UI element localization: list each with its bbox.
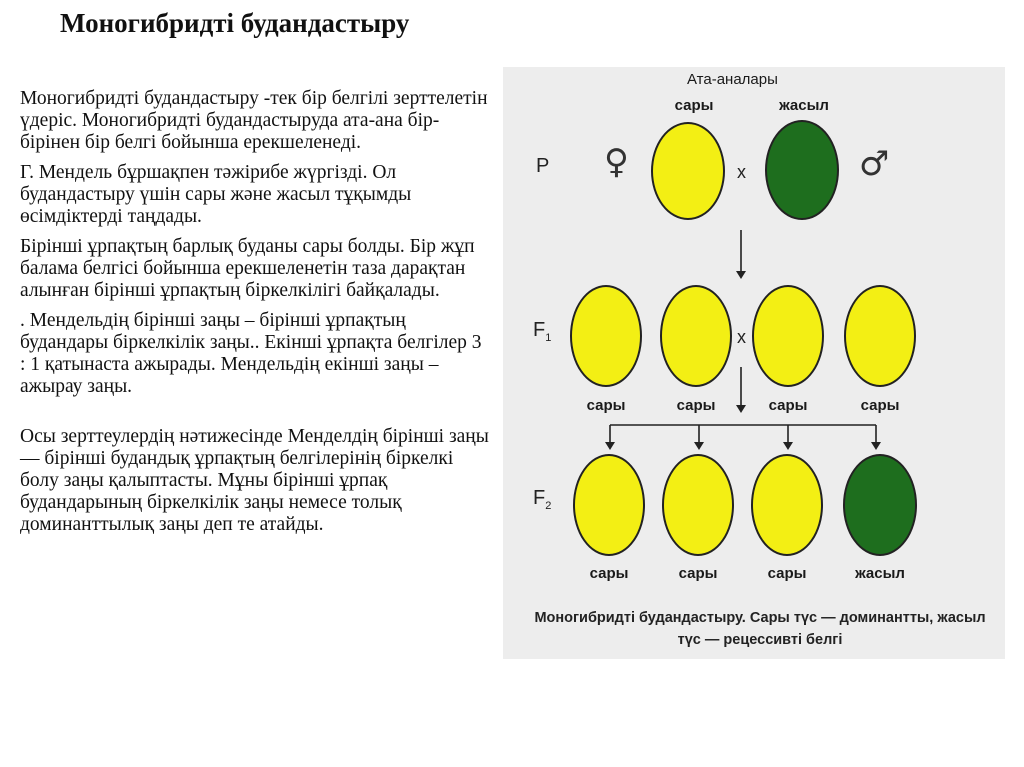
- f2-seed-3: [751, 454, 823, 556]
- body-text: [20, 88, 490, 544]
- f1-label-3: сары: [768, 397, 808, 414]
- female-symbol-icon: ♀: [604, 142, 629, 182]
- f1-label-2: сары: [676, 397, 716, 414]
- branch-1-head: [605, 442, 615, 450]
- paragraph-5: Осы зерттеулердің нәтижесінде Менделдің бірінші заңы — бірінші будандық ұрпақтың белгілерінің біркелкі болу заңы қалыптасты. Мұны бірінші ұрпақ будандарының біркелкілік заңы немесе толық доминанттылық заңы деп те атайды.: [20, 426, 489, 535]
- row-label-f2-sub: 2: [545, 500, 552, 512]
- arrowhead-p-to-f1: [736, 271, 746, 279]
- parent-seed-green: [765, 120, 839, 220]
- f2-seed-4-green: [843, 454, 917, 556]
- f2-label-1: сары: [589, 565, 629, 582]
- f1-label-1: сары: [586, 397, 626, 414]
- parent-label-yellow: сары: [674, 97, 714, 114]
- f2-seed-2: [662, 454, 734, 556]
- parent-label-green: жасыл: [779, 97, 829, 114]
- branch-3-head: [783, 442, 793, 450]
- f2-label-2: сары: [678, 565, 718, 582]
- branch-4-head: [871, 442, 881, 450]
- branch-2-head: [694, 442, 704, 450]
- paragraph-3: Бірінші ұрпақтың барлық буданы сары болды. Бір жұп балама белгісі бойынша ерекшеленетін таза дарақтан алынған бірінші ұрпақтың біркелкілігі байқалады.: [20, 236, 475, 301]
- figure-caption: [525, 607, 995, 651]
- cross-symbol-p: x: [737, 162, 746, 182]
- figure-header: Ата-аналары: [687, 71, 778, 88]
- row-label-f2: [533, 487, 551, 512]
- paragraph-1: Моногибридті будандастыру -тек бір белгілі зерттелетін үдеріс. Моногибридті будандастыруда ата-ана бір-бірінен бір белгі бойынша ерекшеленеді.: [20, 88, 488, 153]
- f2-seed-1: [573, 454, 645, 556]
- caption-line-1: Моногибридті будандастыру. Сары түс — доминантты, жасыл: [534, 610, 986, 626]
- cross-symbol-f1: x: [737, 327, 746, 347]
- mendel-cross-figure: [503, 67, 1005, 659]
- caption-line-2: түс — рецессивті белгі: [677, 632, 843, 648]
- arrowhead-f1-to-branch: [736, 405, 746, 413]
- row-label-f1-sub: 1: [545, 332, 552, 344]
- f1-seed-4: [844, 285, 916, 387]
- parent-seed-yellow: [651, 122, 725, 220]
- page-title: Моногибридті будандастыру: [60, 8, 410, 38]
- f1-label-4: сары: [860, 397, 900, 414]
- row-label-f2-letter: F: [533, 487, 546, 509]
- row-label-f1: [533, 319, 551, 344]
- row-label-p: P: [536, 155, 550, 177]
- f1-seed-1: [570, 285, 642, 387]
- male-symbol-icon: ♂: [859, 144, 890, 184]
- row-label-f1-letter: F: [533, 319, 546, 341]
- paragraph-4: . Мендельдің бірінші заңы – бірінші ұрпақтың будандары біркелкілік заңы.. Екінші ұрпақта белгілер 3 : 1 қатынаста ажырады. Мендельдің екінші заңы – ажырау заңы.: [20, 310, 482, 397]
- f2-label-3: сары: [767, 565, 807, 582]
- f2-label-4: жасыл: [855, 565, 905, 582]
- f1-seed-3: [752, 285, 824, 387]
- f1-seed-2: [660, 285, 732, 387]
- paragraph-2: Г. Мендель бұршақпен тәжірибе жүргізді. Ол будандастыру үшін сары және жасыл тұқымды өсімдіктерді таңдады.: [20, 162, 412, 227]
